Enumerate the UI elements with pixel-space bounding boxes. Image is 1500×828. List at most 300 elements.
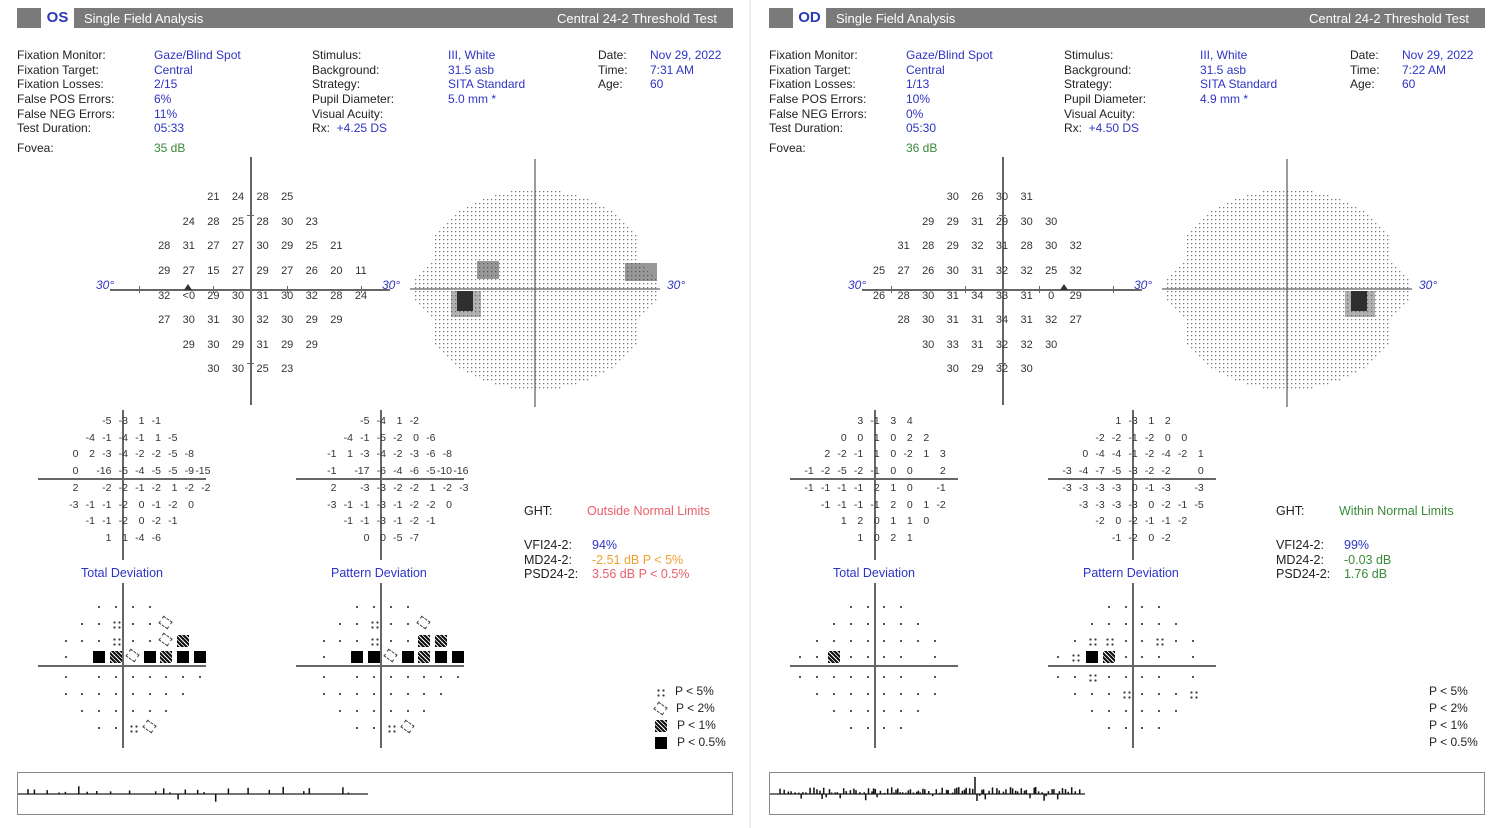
threshold-value: 29 — [256, 265, 269, 277]
total-prob-normal-point — [878, 671, 890, 683]
eye-label: OS — [41, 8, 74, 28]
total-deviation-value: -5 — [168, 431, 178, 444]
threshold-value: 29 — [281, 339, 294, 351]
label-fixation-target: Fixation Target: — [17, 62, 99, 77]
total-prob-normal-point — [895, 601, 907, 613]
threshold-value: 27 — [158, 314, 171, 326]
pattern-deviation-value: -3 — [376, 482, 386, 494]
threshold-value: 26 — [305, 265, 318, 277]
threshold-value: 24 — [354, 290, 368, 302]
pattern-prob-normal-point — [385, 671, 397, 683]
total-prob-normal-point — [862, 635, 874, 647]
pattern-deviation-value: -2 — [426, 498, 436, 511]
threshold-value: 25 — [1045, 265, 1058, 277]
threshold-value: 28 — [897, 314, 910, 326]
legend-item: P < 5% — [1407, 683, 1478, 700]
total-deviation-value: 2 — [939, 464, 946, 477]
threshold-value: 30 — [1020, 216, 1033, 228]
threshold-value: 29 — [182, 339, 195, 351]
label-background: Background: — [312, 62, 380, 77]
legend-item: P < 1% — [1407, 717, 1478, 734]
pattern-deviation-value: 1 — [1148, 415, 1155, 427]
total-prob-normal-point — [60, 651, 72, 663]
total-prob-normal-point — [177, 688, 189, 700]
label-fixation-target: Fixation Target: — [769, 62, 851, 77]
total-deviation-value: -2 — [118, 515, 128, 527]
p5-symbol-icon — [655, 687, 665, 697]
pattern-deviation-value: -2 — [1111, 431, 1122, 444]
pattern-prob-normal-point — [418, 705, 430, 717]
threshold-value: 26 — [922, 265, 935, 277]
total-prob-normal-point — [828, 705, 840, 717]
label-md: MD24-2: — [1276, 552, 1324, 567]
pattern-deviation-value: -2 — [409, 482, 419, 494]
label-background: Background: — [1064, 62, 1132, 77]
threshold-value: 30 — [995, 191, 1009, 203]
total-prob-p5-symbol-icon — [111, 636, 121, 646]
pattern-deviation-value: -2 — [1161, 531, 1171, 544]
total-prob-normal-point — [144, 635, 156, 647]
threshold-value: 31 — [971, 216, 984, 228]
threshold-value: 30 — [946, 191, 959, 203]
total-prob-normal-point — [144, 618, 156, 630]
threshold-value: 30 — [922, 314, 935, 326]
threshold-value: 31 — [946, 290, 959, 302]
pattern-deviation-value: -1 — [1144, 482, 1155, 494]
title-bar — [17, 8, 733, 28]
total-prob-normal-point — [110, 688, 122, 700]
total-deviation-value: -2 — [118, 498, 128, 511]
total-deviation-value: -1 — [820, 498, 831, 511]
threshold-value: 30 — [231, 314, 245, 326]
pattern-deviation-value: -3 — [1095, 498, 1105, 511]
pattern-prob-normal-point — [351, 671, 363, 683]
total-prob-normal-point — [110, 705, 122, 717]
pattern-deviation-value: -2 — [409, 415, 419, 427]
label-psd: PSD24-2: — [1276, 567, 1331, 582]
threshold-value: 25 — [256, 363, 269, 375]
label-vfi: VFI24-2: — [524, 538, 572, 552]
pattern-prob-normal-point — [1120, 601, 1132, 613]
total-deviation-value: 1 — [122, 531, 128, 544]
value-time: 7:22 AM — [1402, 62, 1447, 77]
total-prob-normal-point — [845, 618, 857, 630]
value-pupil-diameter: 5.0 mm * — [448, 92, 497, 107]
threshold-value: 32 — [995, 363, 1009, 375]
gaze-trace — [770, 773, 1486, 816]
value-fovea: 36 dB — [906, 141, 938, 156]
threshold-value: 32 — [1069, 265, 1082, 277]
pattern-deviation-value: -17 — [354, 464, 370, 477]
total-prob-p5-symbol-icon — [128, 723, 138, 733]
total-prob-normal-point — [895, 651, 907, 663]
label-visual-acuity: Visual Acuity: — [312, 106, 384, 121]
total-prob-normal-point — [811, 635, 823, 647]
stimulus-info-values — [448, 48, 525, 107]
threshold-value: 27 — [281, 265, 294, 277]
pattern-prob-normal-point — [1170, 688, 1182, 700]
total-deviation-value: 0 — [138, 498, 145, 511]
threshold-value: 25 — [231, 216, 245, 228]
total-deviation-value: 0 — [873, 531, 880, 544]
pattern-prob-normal-point — [1086, 688, 1098, 700]
date-info-labels — [598, 48, 628, 92]
global-indices-values — [1344, 538, 1391, 582]
total-prob-p1-symbol-icon — [160, 651, 172, 663]
pattern-prob-p5-symbol-icon — [369, 636, 379, 646]
pattern-deviation-value: -2 — [409, 515, 419, 527]
total-prob-p2-symbol-icon — [159, 615, 173, 629]
total-prob-normal-point — [895, 635, 907, 647]
threshold-value: 31 — [1020, 290, 1033, 302]
pattern-deviation-value: 2 — [330, 482, 337, 494]
threshold-value: 31 — [1020, 314, 1033, 326]
pattern-prob-normal-point — [1086, 618, 1098, 630]
label-age: Age: — [598, 77, 623, 92]
pattern-prob-normal-point — [1187, 635, 1199, 647]
pattern-deviation-value: -3 — [376, 498, 386, 511]
pattern-prob-p5-symbol-icon — [386, 723, 396, 733]
total-deviation-value: -1 — [135, 482, 145, 494]
threshold-value: 24 — [182, 216, 195, 228]
total-deviation-value: 1 — [923, 448, 930, 460]
total-deviation-value: 1 — [155, 431, 161, 444]
threshold-value: 33 — [946, 339, 959, 351]
degree-label-left: 30° — [96, 278, 115, 292]
p1-symbol-icon — [655, 720, 667, 732]
threshold-value: 29 — [158, 265, 171, 277]
pattern-deviation-value: -1 — [360, 515, 370, 527]
total-prob-normal-point — [127, 671, 139, 683]
pattern-prob-normal-point — [1120, 651, 1132, 663]
pattern-deviation-value: -3 — [409, 448, 419, 460]
total-deviation-value: -1 — [151, 415, 161, 427]
pattern-prob-normal-point — [334, 705, 346, 717]
pattern-prob-normal-point — [1153, 671, 1165, 683]
total-deviation-value: -5 — [102, 415, 112, 427]
label-time: Time: — [1350, 62, 1380, 77]
total-deviation-value: 1 — [890, 515, 897, 527]
total-deviation-value: -1 — [837, 482, 847, 494]
label-date: Date: — [598, 48, 627, 62]
threshold-value: 29 — [305, 339, 318, 351]
pattern-deviation-value: 0 — [1197, 464, 1204, 477]
pattern-prob-normal-point — [334, 688, 346, 700]
total-deviation-title: Total Deviation — [833, 566, 915, 580]
pattern-deviation-value: -7 — [409, 531, 419, 544]
total-deviation-title: Total Deviation — [81, 566, 163, 580]
pattern-prob-normal-point — [402, 705, 414, 717]
threshold-value: 29 — [207, 290, 220, 302]
threshold-value: 30 — [1020, 363, 1033, 375]
pattern-prob-normal-point — [1052, 671, 1064, 683]
pattern-deviation-value: 0 — [1115, 515, 1122, 527]
total-deviation-value: 0 — [906, 498, 913, 511]
ght-value: Outside Normal Limits — [587, 504, 710, 518]
test-name: Central 24-2 Threshold Test — [557, 11, 717, 26]
pattern-prob-normal-point — [1136, 635, 1148, 647]
threshold-value: 27 — [207, 240, 220, 252]
pattern-deviation-value: -1 — [1111, 531, 1122, 544]
total-prob-normal-point — [160, 671, 172, 683]
total-prob-normal-point — [127, 705, 139, 717]
threshold-value: 28 — [256, 191, 269, 203]
label-time: Time: — [598, 62, 628, 77]
pattern-deviation-value: -6 — [426, 448, 436, 460]
pattern-prob-normal-point — [1069, 671, 1081, 683]
pattern-deviation-value: -5 — [376, 431, 386, 444]
total-deviation-value: -2 — [936, 498, 946, 511]
total-prob-normal-point — [929, 671, 941, 683]
value-test-duration: 05:33 — [154, 121, 185, 136]
stimulus-info-labels — [312, 48, 394, 136]
label-rx: Rx: — [1064, 121, 1082, 136]
total-prob-normal-point — [93, 705, 105, 717]
total-deviation-value: -1 — [102, 498, 112, 511]
label-visual-acuity: Visual Acuity: — [1064, 106, 1136, 121]
total-deviation-value: 0 — [890, 448, 897, 460]
total-deviation-value: 1 — [171, 482, 178, 494]
total-prob-normal-point — [60, 688, 72, 700]
label-false-pos: False POS Errors: — [769, 92, 867, 107]
pattern-prob-normal-point — [368, 671, 380, 683]
threshold-value: 29 — [281, 240, 294, 252]
grayscale-depression — [477, 261, 499, 279]
pattern-deviation-value: -3 — [327, 498, 337, 511]
pattern-deviation-value: -2 — [442, 482, 452, 494]
total-deviation-value: 1 — [923, 498, 930, 511]
value-md: -2.51 dB P < 5% — [592, 552, 684, 567]
label-stimulus: Stimulus: — [312, 48, 362, 62]
gaze-tracking-graph — [17, 772, 733, 815]
pattern-prob-normal-point — [1069, 635, 1081, 647]
stimulus-info-values — [1200, 48, 1277, 107]
pattern-deviation-value: -3 — [1111, 498, 1122, 511]
pattern-deviation-value: -5 — [1194, 498, 1204, 511]
label-false-neg: False NEG Errors: — [17, 106, 116, 121]
threshold-value: 29 — [946, 240, 959, 252]
threshold-value: 28 — [330, 290, 343, 302]
total-prob-normal-point — [93, 688, 105, 700]
total-prob-normal-point — [878, 618, 890, 630]
total-prob-normal-point — [144, 601, 156, 613]
pattern-prob-p1-symbol-icon — [435, 635, 447, 647]
pattern-prob-p5-symbol-icon — [1087, 636, 1097, 646]
total-deviation-value: -8 — [184, 448, 194, 460]
total-prob-p1-symbol-icon — [110, 651, 122, 663]
total-prob-normal-point — [76, 688, 88, 700]
threshold-value: 11 — [355, 265, 367, 277]
pattern-deviation-value: -2 — [1128, 531, 1138, 544]
label-false-pos: False POS Errors: — [17, 92, 115, 107]
pattern-deviation-value: -1 — [360, 431, 370, 444]
pattern-prob-normal-point — [318, 688, 330, 700]
total-deviation-value: -1 — [85, 498, 95, 511]
total-deviation-value: -4 — [118, 431, 128, 444]
pattern-deviation-value: -5 — [360, 415, 370, 427]
total-prob-p5-symbol-icon — [111, 619, 121, 629]
pattern-prob-normal-point — [368, 688, 380, 700]
degree-label-grayscale: 30° — [667, 278, 686, 292]
pattern-prob-normal-point — [1170, 635, 1182, 647]
total-prob-p2-symbol-icon — [125, 649, 139, 663]
total-deviation-value: -1 — [853, 448, 864, 460]
threshold-value: 32 — [158, 290, 171, 302]
threshold-value: 31 — [897, 240, 910, 252]
ght-label: GHT: — [1276, 504, 1305, 518]
analysis-title: Single Field Analysis — [84, 11, 204, 26]
total-prob-normal-point — [794, 651, 806, 663]
value-fixation-monitor: Gaze/Blind Spot — [154, 48, 241, 62]
total-prob-normal-point — [862, 601, 874, 613]
total-deviation-value: -4 — [135, 464, 145, 477]
pattern-deviation-value: -2 — [1128, 515, 1138, 527]
pattern-prob-normal-point — [1170, 705, 1182, 717]
total-prob-p1-symbol-icon — [177, 635, 189, 647]
pattern-prob-normal-point — [1103, 722, 1115, 734]
threshold-value: 32 — [256, 314, 269, 326]
total-deviation-value: -1 — [870, 415, 880, 427]
pattern-deviation-value: 1 — [347, 448, 353, 460]
pattern-deviation-value: 1 — [1115, 415, 1122, 427]
threshold-value: 30 — [922, 339, 935, 351]
pattern-prob-normal-point — [418, 688, 430, 700]
value-false-neg: 11% — [154, 106, 178, 121]
total-prob-normal-point — [93, 722, 105, 734]
threshold-value: 27 — [182, 265, 195, 277]
pattern-deviation-value: -1 — [327, 448, 337, 460]
threshold-value: 25 — [281, 191, 294, 203]
value-vfi: 94% — [592, 538, 618, 552]
pattern-prob-p05-symbol-icon — [1086, 651, 1098, 663]
total-prob-normal-point — [127, 688, 139, 700]
label-date: Date: — [1350, 48, 1379, 62]
total-prob-normal-point — [878, 705, 890, 717]
total-prob-normal-point — [60, 635, 72, 647]
pattern-prob-normal-point — [1136, 671, 1148, 683]
pattern-deviation-value: -4 — [343, 431, 353, 444]
pattern-prob-normal-point — [385, 635, 397, 647]
value-fixation-losses: 1/13 — [906, 77, 930, 92]
total-deviation-value: -1 — [936, 482, 946, 494]
total-deviation-value: -5 — [151, 464, 161, 477]
pattern-prob-normal-point — [385, 705, 397, 717]
pattern-prob-p05-symbol-icon — [351, 651, 363, 663]
degree-label-right: 30° — [382, 278, 401, 292]
label-fixation-losses: Fixation Losses: — [769, 77, 856, 92]
degree-label-left: 30° — [848, 278, 867, 292]
total-deviation-value: -2 — [903, 448, 913, 460]
total-deviation-value: -1 — [102, 431, 112, 444]
threshold-value: 32 — [1045, 314, 1058, 326]
total-prob-normal-point — [144, 705, 156, 717]
pattern-prob-p5-symbol-icon — [1121, 689, 1131, 699]
total-deviation-value: -1 — [804, 464, 814, 477]
pattern-deviation-value: -4 — [1161, 448, 1171, 460]
pattern-prob-normal-point — [1187, 671, 1199, 683]
pattern-deviation-value: -3 — [1194, 482, 1204, 494]
pattern-prob-normal-point — [1120, 635, 1132, 647]
fixation-info-values — [906, 48, 993, 156]
total-deviation-value: 1 — [890, 482, 897, 494]
total-deviation-value: 0 — [188, 498, 194, 511]
threshold-value: 31 — [182, 240, 195, 252]
pattern-deviation-value: -10 — [436, 464, 452, 477]
total-prob-p05-symbol-icon — [93, 651, 105, 663]
pattern-prob-normal-point — [1153, 601, 1165, 613]
threshold-value: 31 — [971, 314, 984, 326]
threshold-value: 31 — [207, 314, 220, 326]
total-deviation-value: -2 — [168, 498, 178, 511]
total-deviation-value: -2 — [102, 482, 112, 494]
total-deviation-value: -1 — [168, 515, 178, 527]
pattern-prob-v-axis — [1132, 583, 1134, 748]
total-prob-normal-point — [76, 618, 88, 630]
pattern-prob-normal-point — [1069, 688, 1081, 700]
pattern-deviation-value: -1 — [327, 464, 337, 477]
pattern-deviation-value: -5 — [1111, 464, 1122, 477]
total-deviation-value: 1 — [857, 531, 864, 544]
value-md: -0.03 dB — [1344, 552, 1392, 567]
grayscale-plot — [1147, 157, 1427, 417]
pattern-prob-normal-point — [402, 601, 414, 613]
label-test-duration: Test Duration: — [17, 121, 92, 136]
pattern-prob-normal-point — [334, 618, 346, 630]
threshold-value: 31 — [946, 314, 959, 326]
total-deviation-value: 1 — [840, 515, 847, 527]
total-deviation-value: -16 — [96, 464, 112, 477]
total-prob-normal-point — [912, 635, 924, 647]
blind-spot-marker-icon — [184, 284, 192, 290]
pattern-prob-p5-symbol-icon — [1104, 636, 1114, 646]
pattern-deviation-title: Pattern Deviation — [331, 566, 427, 580]
pattern-deviation-value: -8 — [442, 448, 452, 460]
pattern-prob-normal-point — [351, 618, 363, 630]
pattern-deviation-value: -6 — [376, 464, 386, 477]
total-deviation-value: -2 — [135, 448, 145, 460]
fixation-info-labels — [17, 48, 115, 156]
pattern-prob-normal-point — [1103, 688, 1115, 700]
pattern-prob-normal-point — [1120, 671, 1132, 683]
pattern-deviation-value: -1 — [343, 515, 353, 527]
total-deviation-value: 3 — [890, 415, 897, 427]
pattern-prob-normal-point — [1103, 705, 1115, 717]
value-fixation-losses: 2/15 — [154, 77, 178, 92]
pattern-prob-normal-point — [368, 705, 380, 717]
total-prob-normal-point — [912, 705, 924, 717]
total-deviation-value: 3 — [857, 415, 864, 427]
total-deviation-value: 3 — [939, 448, 946, 460]
total-prob-normal-point — [845, 635, 857, 647]
value-strategy: SITA Standard — [1200, 77, 1278, 92]
total-prob-normal-point — [160, 688, 172, 700]
pattern-prob-p2-symbol-icon — [400, 719, 414, 733]
global-indices-labels — [524, 538, 578, 582]
pattern-prob-normal-point — [385, 688, 397, 700]
pattern-deviation-value: 0 — [1164, 431, 1171, 444]
total-prob-normal-point — [127, 635, 139, 647]
total-prob-normal-point — [144, 671, 156, 683]
total-deviation-value: -2 — [820, 464, 831, 477]
total-deviation-value: -9 — [184, 464, 194, 477]
pattern-deviation-value: -2 — [1144, 431, 1155, 444]
pattern-deviation-value: -1 — [360, 498, 370, 511]
global-indices-labels — [1276, 538, 1330, 582]
pattern-deviation-value: -3 — [1128, 498, 1138, 511]
threshold-value: 25 — [872, 265, 886, 277]
threshold-value: 31 — [971, 339, 984, 351]
value-date: Nov 29, 2022 — [650, 48, 722, 62]
